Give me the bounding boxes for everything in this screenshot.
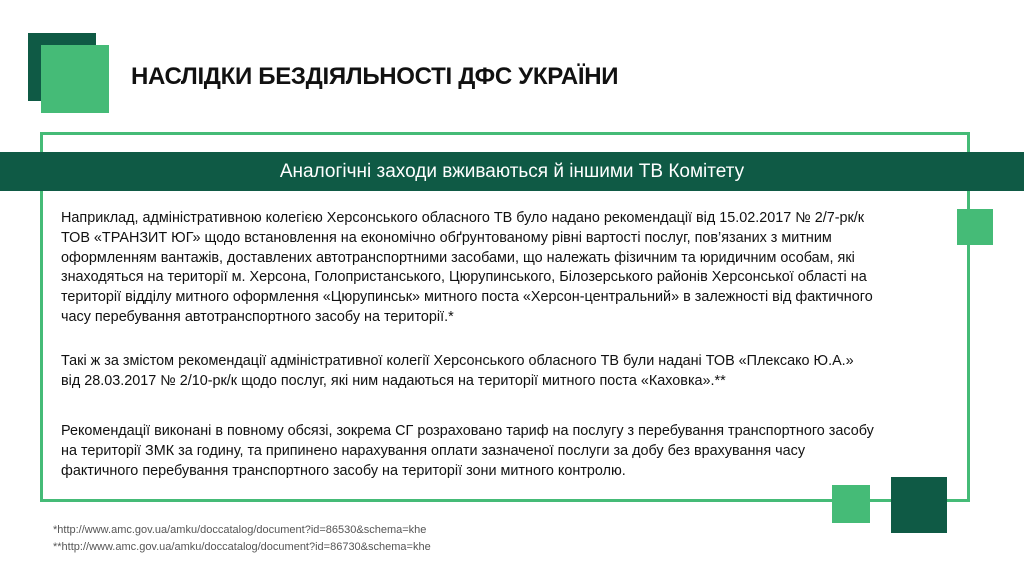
footnote-link-1[interactable]: *http://www.amc.gov.ua/amku/doccatalog/document?id=86530&schema=khe: [53, 524, 427, 536]
page-title: НАСЛІДКИ БЕЗДІЯЛЬНОСТІ ДФС УКРАЇНИ: [131, 63, 619, 90]
footnotes: [53, 522, 431, 556]
decor-square-light-bottom-right: [832, 485, 870, 523]
section-banner: Аналогічні заходи вживаються й іншими ТВ Комітету: [0, 152, 1024, 191]
paragraph-plexako: Такі ж за змістом рекомендації адміністративної колегії Херсонського обласного ТВ були надані ТОВ «Плексако Ю.А.» від 28.03.2017 № 2/10-рк/к щодо послуг, які ним надаються на території митного поста «Каховка».**: [61, 353, 854, 389]
decor-square-dark-bottom-right: [891, 477, 947, 533]
footnote-link-2[interactable]: **http://www.amc.gov.ua/amku/doccatalog/document?id=86730&schema=khe: [53, 541, 431, 553]
paragraph-recommendations-fulfilled: Рекомендації виконані в повному обсязі, зокрема СГ розраховано тариф на послугу з перебування транспортного засобу на території ЗМК за годину, та припинено нарахування оплати зазначеної послуги за добу без врахування часу фактичного перебування транспортного засобу на території зони митного контролю.: [61, 423, 874, 479]
decor-square-light-top-left: [41, 45, 109, 113]
paragraph-example-transit-yug: Наприклад, адміністративною колегією Херсонського обласного ТВ було надано рекомендації від 15.02.2017 № 2/7-рк/к ТОВ «ТРАНЗИТ ЮГ» щодо встановлення на економічно обґрунтованому рівні вартості послуг, пов’язаних з митним оформленням вантажів, доставлених автотранспортними засобами, що належать фізичним та юридичним особам, які знаходяться на території м. Херсона, Голопристанського, Цюрупинського, Білозерського районів Херсонської області на території відділу митного оформлення «Цюрупинськ» митного поста «Херсон-центральний» в залежності від фактичного часу перебування автотранспортного засобу на території.*: [61, 210, 873, 325]
decor-square-light-right: [957, 209, 993, 245]
